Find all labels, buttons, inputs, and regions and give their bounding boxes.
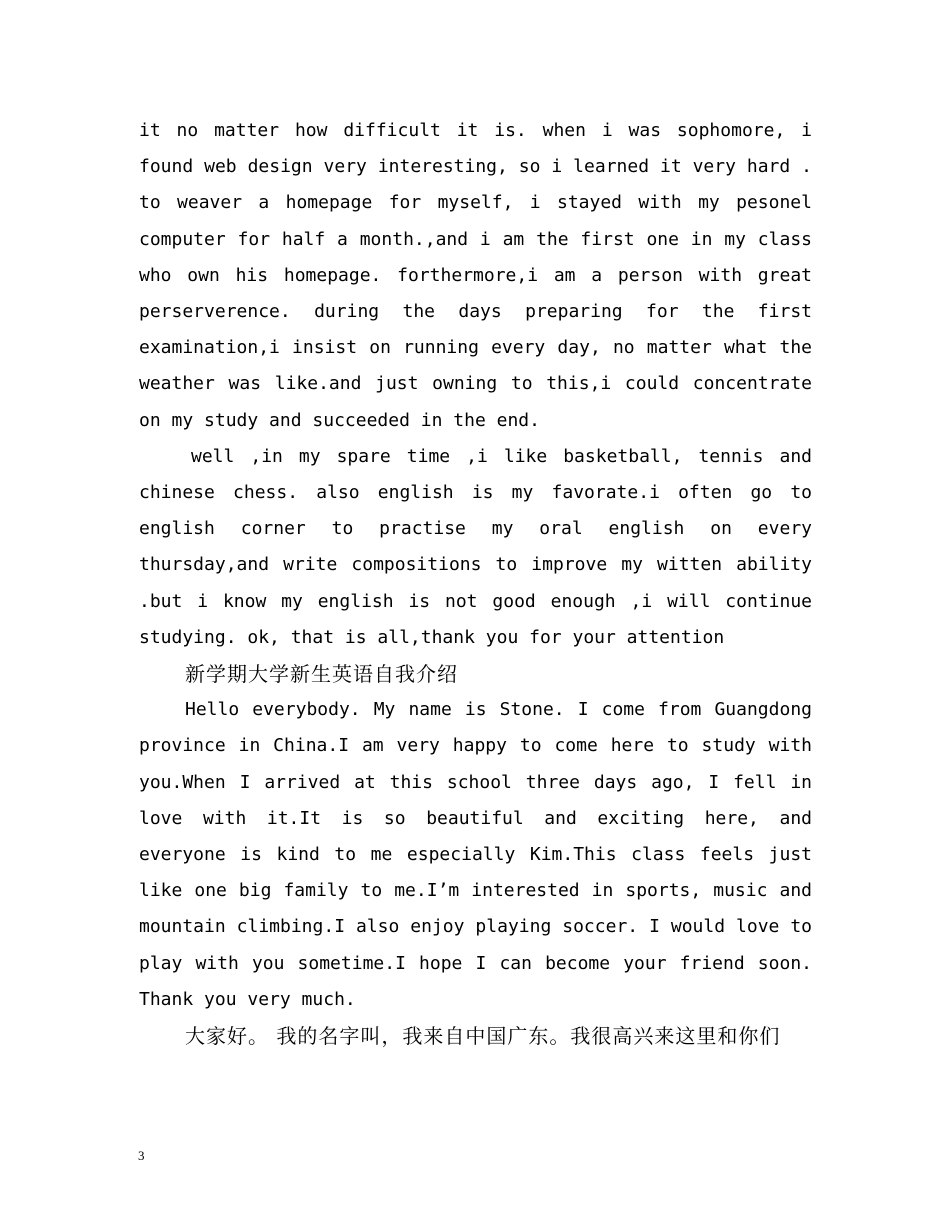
page-number: 3 [138, 1148, 145, 1163]
paragraph-perseverance: it no matter how difficult it is. when i was sophomore, i found web design very interesting, so i learned it very hard . to weaver a homepage for myself, i stayed with my pesonel computer for half a month.,and i am the first one in my class who own his homepage. forthermore,i am a person with great perserverence. during the days preparing for the first examination,i insist on running every day, no matter what the weather was like.and just owning to this,i could concentrate on my study and succeeded in the end. [139, 120, 812, 431]
document-body [139, 113, 812, 1054]
section-heading: 新学期大学新生英语自我介绍 [185, 662, 458, 687]
paragraph-chinese-intro: 大家好。 我的名字叫，我来自中国广东。我很高兴来这里和你们 [185, 1024, 781, 1049]
paragraph-english-intro: Hello everybody. My name is Stone. I come from Guangdong province in China.I am very happy to come here to study with you.When I arrived at this school three days ago, I fell in love with it.It is so beautiful and exciting here, and everyone is kind to me especially Kim.This class feels just like one big family to me.I’m interested in sports, music and mountain climbing.I also enjoy playing soccer. I would love to play with you sometime.I hope I can become your friend soon. Thank you very much. [139, 699, 812, 1010]
paragraph-hobbies: well ,in my spare time ,i like basketball, tennis and chinese chess. also english is my favorate.i often go to english corner to practise my oral english on every thursday,and write compositions to improve my witten ability .but i know my english is not good enough ,i will continue studying. ok, that is all,thank you for your attention [139, 445, 812, 648]
